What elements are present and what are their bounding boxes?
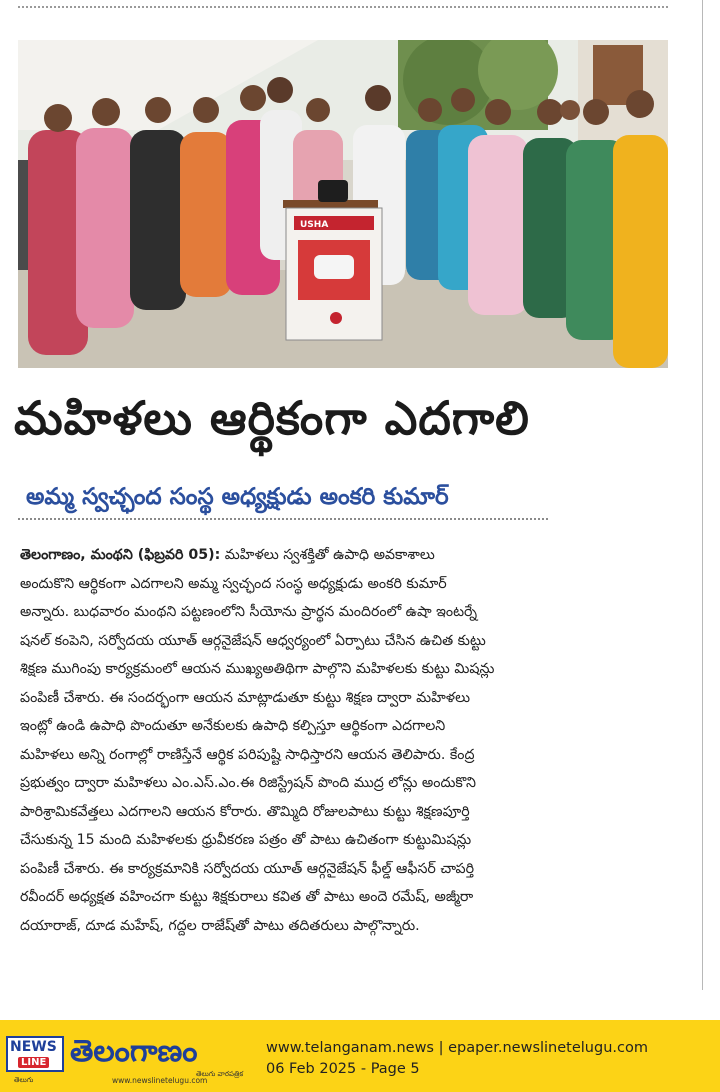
article-line-13: దయారాజ్, దూడ మహేష్, గద్దల రాజేష్‌తో పాటు తదితరులు పాల్గొన్నారు. bbox=[20, 917, 420, 934]
article-line-0: మహిళలు స్వశక్తితో ఉపాధి అవకాశాలు bbox=[220, 547, 435, 563]
article-photo bbox=[18, 40, 668, 368]
article-line-11: పంపిణీ చేశారు. ఈ కార్యక్రమానికి సర్వోదయ యూత్ ఆర్గనైజేషన్ ఫీల్డ్ ఆఫీసర్ చాపర్తి bbox=[20, 860, 475, 877]
subheadline-divider bbox=[18, 518, 548, 520]
column-divider bbox=[702, 0, 703, 990]
article-line-4: శిక్షణ ముగింపు కార్యక్రమంలో ఆయన ముఖ్యఅతిథిగా పాల్గొని మహిళలకు కుట్టు మిషన్లు bbox=[20, 661, 495, 677]
article-line-5: పంపిణీ చేశారు. ఈ సందర్భంగా ఆయన మాట్లాడుతూ కుట్టు శిక్షణ ద్వారా మహిళలు bbox=[20, 689, 471, 706]
footer-date-page: 06 Feb 2025 - Page 5 bbox=[266, 1061, 420, 1077]
article-headline: మహిళలు ఆర్థికంగా ఎదగాలి bbox=[14, 391, 530, 445]
newsline-logo[interactable] bbox=[6, 1036, 64, 1072]
brand-tagline: తెలుగు వారపత్రిక bbox=[196, 1070, 244, 1078]
logo-subtext: తెలుగు bbox=[14, 1076, 34, 1084]
article-line-1: అందుకొని ఆర్థికంగా ఎదగాలని అమ్మ స్వచ్ఛంద సంస్థ అధ్యక్షుడు అంకరి కుమార్ bbox=[20, 575, 447, 592]
footer-bar bbox=[0, 1020, 720, 1092]
brand-url[interactable]: www.newslinetelugu.com bbox=[112, 1076, 208, 1085]
article-line-9: పారిశ్రామికవేత్తలు ఎదగాలని ఆయన కోరారు. తొమ్మిది రోజులపాటు కుట్టు శిక్షణపూర్తి bbox=[20, 803, 470, 820]
article-line-first bbox=[20, 541, 682, 570]
article-line-2: అన్నారు. బుధవారం మంథని పట్టణంలోని సీయోను ప్రార్థన మందిరంలో ఉషా ఇంటర్నే bbox=[20, 604, 478, 620]
telanganam-brand-logo[interactable]: తెలంగాణం bbox=[70, 1034, 198, 1069]
sign-label: USHA bbox=[300, 220, 329, 230]
article-line-12: రవీందర్ అధ్యక్షత వహించగా కుట్టు శిక్షకురాలు కవిత తో పాటు అందె రమేష్, అజ్మీరా bbox=[20, 889, 474, 905]
article-line-6: ఇంట్లో ఉండి ఉపాధి పొందుతూ అనేకులకు ఉపాధి కల్పిస్తూ ఆర్థికంగా ఎదగాలని bbox=[20, 718, 446, 734]
article-dateline: తెలంగాణం, మంథని (ఫిబ్రవరి 05): bbox=[20, 547, 221, 563]
article-line-10: చేసుకున్న 15 మంది మహిళలకు ధ్రువీకరణ పత్రం తో పాటు ఉచితంగా కుట్టుమిషన్లు bbox=[20, 832, 472, 848]
article-line-7: మహిళలు అన్ని రంగాల్లో రాణిస్తేనే ఆర్థిక పరిపుష్టి సాధిస్తారని ఆయన తెలిపారు. కేంద్ర bbox=[20, 746, 475, 763]
top-dotted-divider bbox=[18, 6, 668, 8]
article-body bbox=[20, 541, 682, 940]
article-line-3: షనల్ కంపెని, సర్వోదయ యూత్ ఆర్గనైజేషన్ ఆధ్వర్యంలో ఏర్పాటు చేసిన ఉచిత కుట్టు bbox=[20, 632, 486, 649]
article-subheadline: అమ్మ స్వచ్ఛంద సంస్థ అధ్యక్షుడు అంకరి కుమార్ bbox=[26, 484, 449, 510]
article-line-8: ప్రభుత్వం ద్వారా మహిళలు ఎం.ఎస్.ఎం.ఈ రిజిస్ట్రేషన్ పొంది ముద్ర లోన్లు అందుకొని bbox=[20, 775, 476, 791]
logo-news-text: NEWS bbox=[10, 1039, 57, 1055]
group-photo-illustration bbox=[18, 40, 668, 368]
usha-sign-board bbox=[286, 208, 382, 340]
footer-website-links[interactable]: www.telanganam.news | epaper.newslinetelugu.com bbox=[266, 1040, 648, 1056]
logo-line-text: LINE bbox=[18, 1057, 49, 1068]
